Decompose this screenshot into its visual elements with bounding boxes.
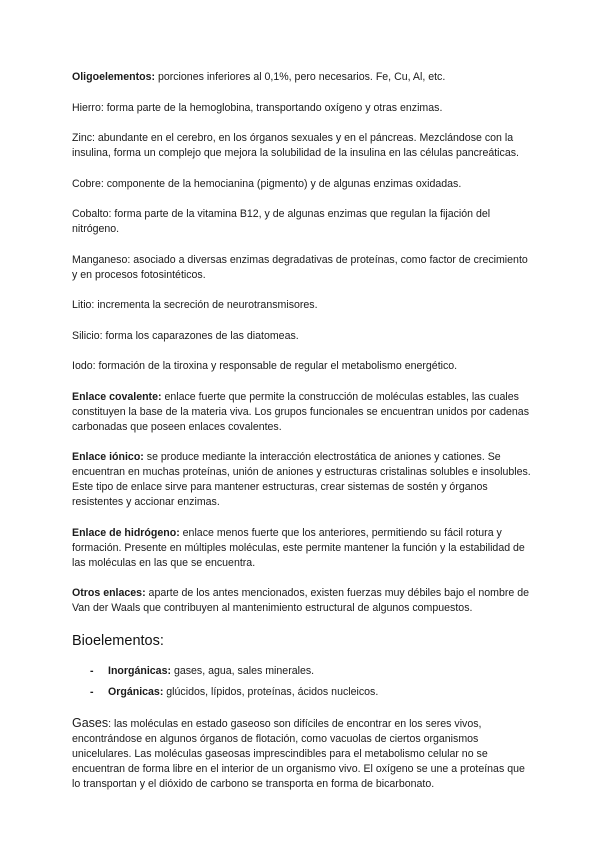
hierro-paragraph: Hierro: forma parte de la hemoglobina, transportando oxígeno y otras enzimas. — [72, 101, 443, 114]
list-item — [90, 664, 532, 679]
gases-paragraph — [72, 716, 532, 792]
silicio-paragraph: Silicio: forma los caparazones de las diatomeas. — [72, 329, 299, 342]
list-item — [90, 685, 532, 700]
bullet-marker: - — [90, 664, 94, 677]
enlace-ionico-paragraph — [72, 450, 532, 510]
gases-label: Gases — [72, 715, 109, 730]
iodo-paragraph: Iodo: formación de la tiroxina y responsable de regular el metabolismo energético. — [72, 360, 458, 372]
enlace-ionico-text: se produce mediante la interacción electrostática de aniones y cationes. Se encuentran en muchas proteínas, unión de aniones y estructuras cristalinas solubles e insolubles. Este tipo de enlace sirve para mantener estructuras, crear sistemas de sostén y órganos resistentes y accionar enzimas. — [72, 451, 531, 508]
list-item-label: Orgánicas: — [108, 685, 164, 698]
gases-text: : las moléculas en estado gaseoso son difíciles de encontrar en los seres vivos, encontrándose en algunos órganos de flotación, como vacuolas de ciertos organismos unicelulares. Las moléculas gaseosas imprescindibles para el metabolismo celular no se encuentran de forma libre en el interior de un organismo vivo. El oxígeno se une a proteínas que lo transportan y el dióxido de carbono se transporta en forma de bicarbonato. — [72, 717, 525, 790]
oligoelementos-label: Oligoelementos: — [72, 71, 155, 83]
list-item-text: glúcidos, lípidos, proteínas, ácidos nucleicos. — [163, 685, 379, 698]
list-item-text: gases, agua, sales minerales. — [171, 664, 315, 677]
otros-enlaces-text: aparte de los antes mencionados, existen fuerzas muy débiles bajo el nombre de Van der Waals que contribuyen al mantenimiento estructural de algunos compuestos. — [72, 587, 529, 614]
enlace-hidrogeno-text: enlace menos fuerte que los anteriores, permitiendo su fácil rotura y formación. Presente en múltiples moléculas, este permite mantener la función y la estabilidad de las moléculas en las que se encuentra. — [72, 526, 525, 569]
oligoelementos-text: porciones inferiores al 0,1%, pero necesarios. Fe, Cu, Al, etc. — [155, 71, 446, 83]
enlace-covalente-paragraph — [72, 390, 532, 435]
otros-enlaces-label: Otros enlaces: — [72, 587, 146, 599]
otros-enlaces-paragraph — [72, 586, 532, 616]
cobre-paragraph: Cobre: componente de la hemocianina (pigmento) y de algunas enzimas oxidadas. — [72, 177, 462, 190]
zinc-paragraph: Zinc: abundante en el cerebro, en los órganos sexuales y en el páncreas. Mezclándose con la insulina, forma un complejo que mejora la solubilidad de la insulina en las células pancreáticas. — [72, 132, 519, 159]
bioelementos-list — [72, 664, 532, 700]
bullet-marker: - — [90, 685, 94, 698]
cobalto-paragraph: Cobalto: forma parte de la vitamina B12, y de algunas enzimas que regulan la fijación del nitrógeno. — [72, 208, 491, 235]
bioelementos-heading: Bioelementos: — [72, 632, 164, 649]
litio-paragraph: Litio: incrementa la secreción de neurotransmisores. — [72, 299, 318, 311]
enlace-hidrogeno-label: Enlace de hidrógeno: — [72, 526, 180, 539]
manganeso-paragraph: Manganeso: asociado a diversas enzimas degradativas de proteínas, como factor de crecimiento y en procesos fotosintéticos. — [72, 253, 528, 281]
enlace-covalente-text: enlace fuerte que permite la construcción de moléculas estables, las cuales constituyen la base de la materia viva. Los grupos funcionales se encuentran unidos por cadenas carbonadas que poseen enlaces covalentes. — [72, 390, 529, 433]
enlace-covalente-label: Enlace covalente: — [72, 390, 162, 403]
list-item-label: Inorgánicas: — [108, 664, 171, 677]
oligoelementos-paragraph — [72, 70, 532, 85]
enlace-ionico-label: Enlace iónico: — [72, 451, 144, 463]
document-page — [72, 70, 532, 807]
enlace-hidrogeno-paragraph — [72, 526, 532, 571]
